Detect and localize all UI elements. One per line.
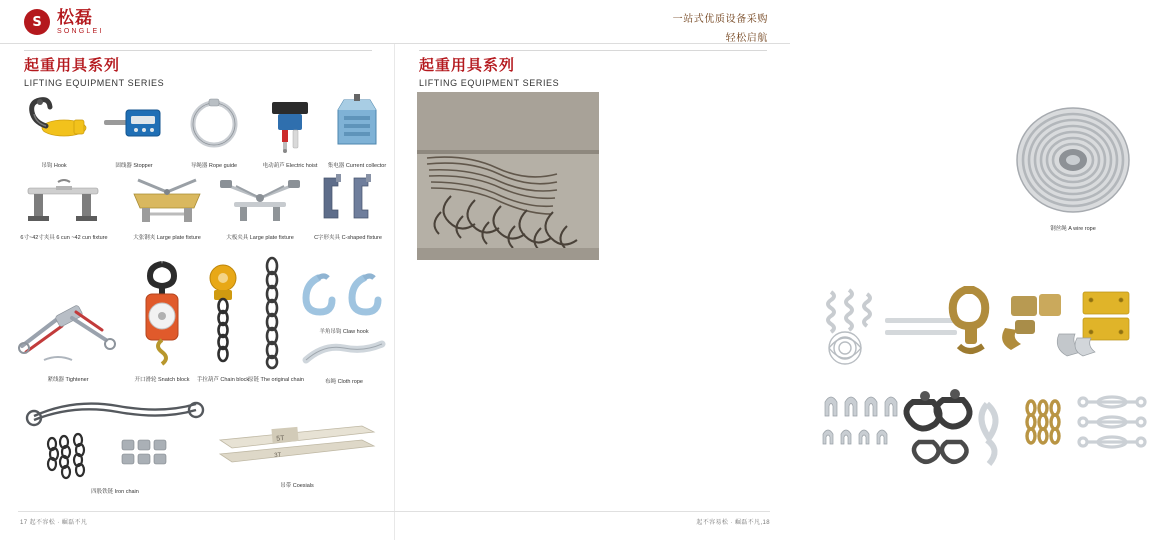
product-large-plate-fixture-b: [214, 172, 306, 242]
shackles-thimbles-photo: [815, 386, 1155, 478]
rope-guide-icon: [178, 96, 250, 154]
product-cun-fixture: [14, 178, 114, 242]
caption-claw-hook: 羊角吊钩 Claw hook: [319, 329, 369, 335]
caption-wire-rope-reel: 钢丝绳 A wire rope: [1050, 226, 1096, 232]
rigging-hardware-photo: [815, 278, 1155, 370]
product-claw-hook: [298, 272, 390, 336]
caption-large-plate-fixture-b: 大板夹具 Large plate fixture: [226, 235, 294, 241]
caption-current-collector: 集电器 Current collector: [327, 163, 387, 169]
left-footer-text: 起不容松 · 崛磊不凡: [29, 520, 88, 526]
product-chain-block: [196, 258, 250, 384]
caption-large-plate-fixture-a: 大张钢夹 Large plate fixture: [133, 235, 201, 241]
caption-original-chain: 原链 The original chain: [248, 377, 304, 383]
snatch-block-icon: [128, 258, 196, 368]
product-large-plate-fixture-a: [124, 174, 210, 242]
product-current-collector: [324, 92, 390, 170]
page-header: [0, 0, 790, 44]
right-section-title: [419, 54, 559, 88]
caption-tightener: 紧线器 Tightener: [47, 377, 89, 383]
right-page: [395, 0, 1096, 540]
caption-coesials: 吊带 Coesials: [280, 483, 314, 489]
caption-c-shaped-fixture: C字形夹具 C-shaped fixture: [314, 235, 382, 241]
caption-chain-block: 手拉葫芦 Chain block: [196, 377, 250, 383]
product-hook: [18, 96, 90, 170]
caption-rope-guide: 导绳器 Rope guide: [190, 163, 238, 169]
caption-snatch-block: 开口滑轮 Snatch block: [134, 377, 190, 383]
brand-text: [57, 9, 104, 35]
product-electric-hoist: [252, 96, 328, 170]
left-footer: [20, 517, 87, 526]
wire-rope-reel-photo: [1009, 104, 1137, 216]
large-plate-fixture-a-icon: [124, 174, 210, 226]
header-slogan: [673, 10, 768, 44]
caption-stopper: 固线器 Stopper: [115, 163, 153, 169]
product-cloth-rope: [300, 336, 388, 386]
iron-chain-icon: [22, 396, 208, 480]
svg-text:5T: 5T: [276, 435, 285, 443]
footer-divider: [18, 511, 770, 512]
svg-text:3T: 3T: [274, 452, 282, 459]
brand-name-en: SONGLEI: [57, 28, 104, 35]
stopper-icon: [98, 96, 170, 154]
caption-iron-chain: 四股铁链 Iron chain: [91, 489, 139, 495]
slogan-line-1: 一站式优质设备采购: [672, 14, 768, 25]
left-section-title: [24, 54, 164, 88]
caption-cun-fixture: 6寸~42寸夹具 6 cun ~42 cun fixture: [20, 235, 108, 241]
shackles-thimbles-art: [815, 386, 1155, 478]
brand-name-cn: 松磊: [57, 8, 93, 27]
right-title-en: LIFTING EQUIPMENT SERIES: [419, 78, 560, 88]
caption-electric-hoist: 电动葫芦 Electric hoist: [262, 163, 318, 169]
left-title-rule: [24, 50, 372, 51]
brand-mark-icon: S: [24, 9, 50, 35]
product-stopper: [98, 96, 170, 170]
wire-rope-bundles-art: [417, 92, 599, 260]
product-iron-chain: [22, 396, 208, 496]
large-plate-fixture-b-icon: [214, 172, 306, 226]
cloth-rope-icon: [300, 336, 388, 370]
left-page-number: 17: [20, 520, 28, 526]
c-shaped-fixture-icon: [308, 172, 388, 226]
wire-rope-bundles-photo: [417, 92, 599, 260]
product-rope-guide: [178, 96, 250, 170]
original-chain-icon: [248, 258, 296, 368]
rigging-hardware-art: [815, 278, 1155, 370]
claw-hook-icon: [298, 272, 390, 320]
left-title-en: LIFTING EQUIPMENT SERIES: [24, 78, 165, 88]
product-coesials: [212, 410, 382, 490]
electric-hoist-icon: [252, 96, 328, 154]
tightener-icon: [16, 290, 120, 368]
product-c-shaped-fixture: [308, 172, 388, 242]
caption-cloth-rope: 布绳 Cloth rope: [325, 379, 363, 385]
caption-hook: 吊钩 Hook: [41, 163, 67, 169]
product-original-chain: [248, 258, 304, 384]
product-tightener: [16, 290, 120, 384]
wire-rope-reel-art: [1009, 104, 1137, 216]
hook-icon: [18, 96, 90, 154]
chain-block-icon: [196, 258, 250, 368]
cun-fixture-icon: [14, 178, 114, 226]
right-title-rule: [419, 50, 767, 51]
left-title-cn: 起重用具系列: [24, 57, 121, 74]
current-collector-icon: [324, 92, 390, 154]
brand-logo: [24, 9, 104, 35]
product-snatch-block: [128, 258, 196, 384]
left-page: [0, 0, 395, 540]
slogan-line-2: 轻松启航: [725, 33, 768, 44]
right-title-cn: 起重用具系列: [419, 57, 516, 74]
coesials-icon: [212, 410, 382, 474]
right-footer: 起不容易松 · 崛磊不凡,18: [696, 520, 770, 526]
